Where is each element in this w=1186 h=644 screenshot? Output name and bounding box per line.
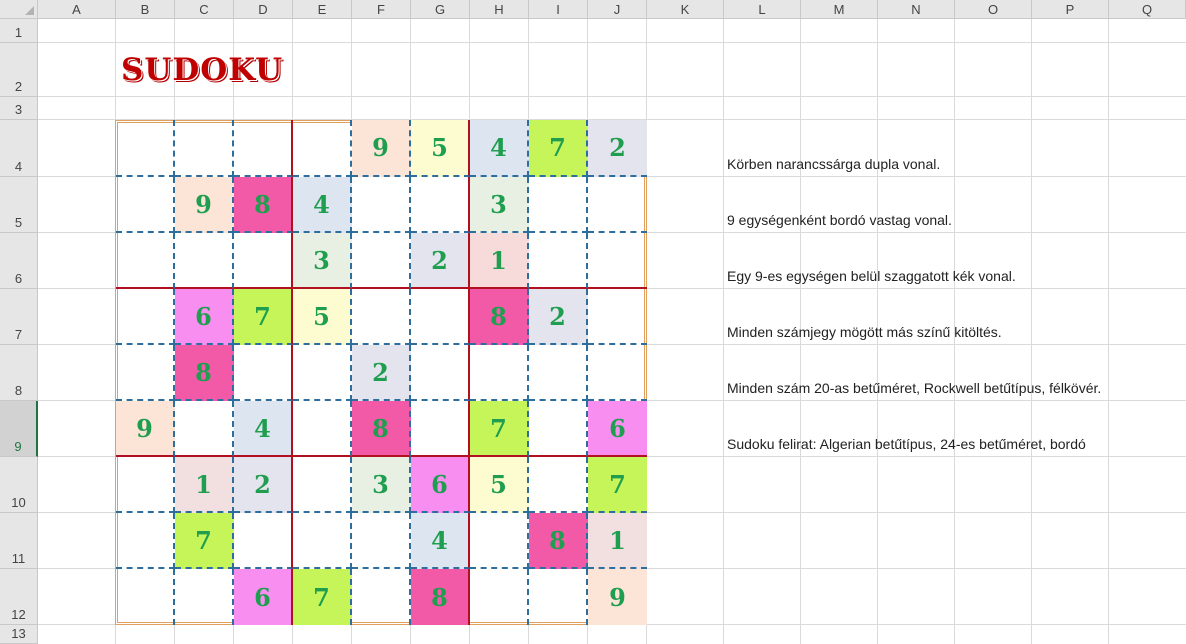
- column-header-i[interactable]: I: [529, 0, 588, 19]
- sudoku-cell-r2c7[interactable]: 3: [470, 177, 529, 233]
- sudoku-cell-r8c7[interactable]: [470, 513, 529, 569]
- column-header-c[interactable]: C: [175, 0, 234, 19]
- sudoku-cell-r6c2[interactable]: [175, 401, 234, 457]
- row-header-5[interactable]: 5: [0, 177, 38, 233]
- column-header-k[interactable]: K: [647, 0, 724, 19]
- sudoku-cell-r1c8[interactable]: 7: [529, 120, 588, 177]
- sudoku-cell-r6c9[interactable]: 6: [588, 401, 647, 457]
- sudoku-cell-r2c9[interactable]: [588, 177, 647, 233]
- sudoku-cell-r7c4[interactable]: [293, 457, 352, 513]
- note-line-5[interactable]: Minden szám 20-as betűméret, Rockwell betűtípus, félkövér.: [727, 380, 1102, 396]
- sudoku-cell-r6c8[interactable]: [529, 401, 588, 457]
- sudoku-cell-r4c3[interactable]: 7: [234, 289, 293, 345]
- row-header-9[interactable]: 9: [0, 401, 38, 457]
- column-header-j[interactable]: J: [588, 0, 647, 19]
- sudoku-cell-r7c5[interactable]: 3: [352, 457, 411, 513]
- sudoku-cell-r9c2[interactable]: [175, 569, 234, 625]
- sudoku-cell-r8c6[interactable]: 4: [411, 513, 470, 569]
- row-header-6[interactable]: 6: [0, 233, 38, 289]
- row-header-4[interactable]: 4: [0, 120, 38, 177]
- column-header-p[interactable]: P: [1032, 0, 1109, 19]
- sudoku-cell-r1c5[interactable]: 9: [352, 120, 411, 177]
- sudoku-board: [115, 120, 647, 625]
- sudoku-cell-r6c3[interactable]: 4: [234, 401, 293, 457]
- sudoku-cell-r2c3[interactable]: 8: [234, 177, 293, 233]
- row-header-3[interactable]: 3: [0, 97, 38, 120]
- gridline-vertical: [1108, 19, 1109, 644]
- column-header-h[interactable]: H: [470, 0, 529, 19]
- gridline-horizontal: [38, 42, 1186, 43]
- sudoku-cell-r5c9[interactable]: [588, 345, 647, 401]
- sudoku-cell-r8c1[interactable]: [116, 513, 175, 569]
- sudoku-cell-r2c8[interactable]: [529, 177, 588, 233]
- sudoku-cell-r6c4[interactable]: [293, 401, 352, 457]
- row-header-1[interactable]: 1: [0, 19, 38, 43]
- sudoku-cell-r8c9[interactable]: 1: [588, 513, 647, 569]
- sudoku-cell-r9c4[interactable]: 7: [293, 569, 352, 625]
- sudoku-cell-r5c6[interactable]: [411, 345, 470, 401]
- column-header-o[interactable]: O: [955, 0, 1032, 19]
- sudoku-cell-r9c5[interactable]: [352, 569, 411, 625]
- note-line-4[interactable]: Minden számjegy mögött más színű kitöltés.: [727, 324, 1002, 340]
- sudoku-cell-r1c9[interactable]: 2: [588, 120, 647, 177]
- sudoku-cell-r7c2[interactable]: 1: [175, 457, 234, 513]
- sudoku-cell-r7c7[interactable]: 5: [470, 457, 529, 513]
- sudoku-title[interactable]: SUDOKU: [121, 52, 284, 88]
- sudoku-cell-r9c1[interactable]: [116, 569, 175, 625]
- sudoku-cell-r5c8[interactable]: [529, 345, 588, 401]
- note-line-6[interactable]: Sudoku felirat: Algerian betűtípus, 24-es betűméret, bordó: [727, 436, 1086, 452]
- sudoku-cell-r1c6[interactable]: 5: [411, 120, 470, 177]
- gridline-vertical: [723, 19, 724, 644]
- sudoku-cell-r8c3[interactable]: [234, 513, 293, 569]
- sudoku-cell-r8c8[interactable]: 8: [529, 513, 588, 569]
- sudoku-cell-r2c4[interactable]: 4: [293, 177, 352, 233]
- column-header-e[interactable]: E: [293, 0, 352, 19]
- note-line-2[interactable]: 9 egységenként bordó vastag vonal.: [727, 212, 952, 228]
- sudoku-cell-r9c6[interactable]: 8: [411, 569, 470, 625]
- sudoku-cell-r2c2[interactable]: 9: [175, 177, 234, 233]
- sudoku-cell-r7c3[interactable]: 2: [234, 457, 293, 513]
- column-header-a[interactable]: A: [38, 0, 116, 19]
- sudoku-cell-r5c5[interactable]: 2: [352, 345, 411, 401]
- column-header-n[interactable]: N: [878, 0, 955, 19]
- row-header-12[interactable]: 12: [0, 569, 38, 625]
- gridline-horizontal: [38, 96, 1186, 97]
- sudoku-cell-r3c5[interactable]: [352, 233, 411, 289]
- select-all-triangle-icon: [25, 6, 34, 15]
- note-line-1[interactable]: Körben narancssárga dupla vonal.: [727, 156, 941, 172]
- sudoku-cell-r3c2[interactable]: [175, 233, 234, 289]
- gridline-vertical: [1031, 19, 1032, 644]
- row-header-10[interactable]: 10: [0, 457, 38, 513]
- row-header-8[interactable]: 8: [0, 345, 38, 401]
- sudoku-cell-r3c3[interactable]: [234, 233, 293, 289]
- sudoku-cell-r1c1[interactable]: [116, 120, 175, 177]
- sudoku-cell-r5c7[interactable]: [470, 345, 529, 401]
- note-line-3[interactable]: Egy 9-es egységen belül szaggatott kék vonal.: [727, 268, 1016, 284]
- sudoku-cell-r4c9[interactable]: [588, 289, 647, 345]
- sudoku-cell-r7c6[interactable]: 6: [411, 457, 470, 513]
- sudoku-cell-r5c2[interactable]: 8: [175, 345, 234, 401]
- sudoku-cell-r5c1[interactable]: [116, 345, 175, 401]
- sudoku-cell-r3c4[interactable]: 3: [293, 233, 352, 289]
- sudoku-cell-r3c6[interactable]: 2: [411, 233, 470, 289]
- row-header-13[interactable]: 13: [0, 625, 38, 644]
- sudoku-cell-r9c8[interactable]: [529, 569, 588, 625]
- sudoku-cell-r9c3[interactable]: 6: [234, 569, 293, 625]
- column-header-g[interactable]: G: [411, 0, 470, 19]
- sudoku-cell-r3c9[interactable]: [588, 233, 647, 289]
- sudoku-cell-r5c3[interactable]: [234, 345, 293, 401]
- sudoku-cell-r4c8[interactable]: 2: [529, 289, 588, 345]
- sudoku-cell-r8c4[interactable]: [293, 513, 352, 569]
- sudoku-cell-r4c5[interactable]: [352, 289, 411, 345]
- sudoku-cell-r7c8[interactable]: [529, 457, 588, 513]
- sudoku-cell-r2c1[interactable]: [116, 177, 175, 233]
- sudoku-cell-r7c9[interactable]: 7: [588, 457, 647, 513]
- sudoku-cell-r4c7[interactable]: 8: [470, 289, 529, 345]
- sudoku-cell-r1c3[interactable]: [234, 120, 293, 177]
- column-header-d[interactable]: D: [234, 0, 293, 19]
- sudoku-cell-r5c4[interactable]: [293, 345, 352, 401]
- select-all-corner[interactable]: [0, 0, 38, 19]
- sudoku-cell-r4c6[interactable]: [411, 289, 470, 345]
- sudoku-cell-r1c4[interactable]: [293, 120, 352, 177]
- column-header-m[interactable]: M: [801, 0, 878, 19]
- sudoku-cell-r2c6[interactable]: [411, 177, 470, 233]
- sudoku-cell-r6c5[interactable]: 8: [352, 401, 411, 457]
- row-header-7[interactable]: 7: [0, 289, 38, 345]
- sudoku-cell-r4c1[interactable]: [116, 289, 175, 345]
- sudoku-cell-r6c6[interactable]: [411, 401, 470, 457]
- column-header-f[interactable]: F: [352, 0, 411, 19]
- sudoku-cell-r9c7[interactable]: [470, 569, 529, 625]
- column-header-b[interactable]: B: [116, 0, 175, 19]
- sudoku-cell-r6c7[interactable]: 7: [470, 401, 529, 457]
- sudoku-cell-r8c5[interactable]: [352, 513, 411, 569]
- sudoku-cell-r9c9[interactable]: 9: [588, 569, 647, 625]
- row-header-11[interactable]: 11: [0, 513, 38, 569]
- sudoku-cell-r4c2[interactable]: 6: [175, 289, 234, 345]
- sudoku-cell-r6c1[interactable]: 9: [116, 401, 175, 457]
- sudoku-cell-r1c7[interactable]: 4: [470, 120, 529, 177]
- sudoku-cell-r8c2[interactable]: 7: [175, 513, 234, 569]
- sudoku-cell-r2c5[interactable]: [352, 177, 411, 233]
- column-header-q[interactable]: Q: [1109, 0, 1186, 19]
- sudoku-cell-r4c4[interactable]: 5: [293, 289, 352, 345]
- sudoku-cell-r7c1[interactable]: [116, 457, 175, 513]
- sudoku-cell-r3c1[interactable]: [116, 233, 175, 289]
- sudoku-cell-r3c8[interactable]: [529, 233, 588, 289]
- sudoku-cell-r3c7[interactable]: 1: [470, 233, 529, 289]
- column-header-l[interactable]: L: [724, 0, 801, 19]
- sudoku-cell-r1c2[interactable]: [175, 120, 234, 177]
- row-header-2[interactable]: 2: [0, 43, 38, 97]
